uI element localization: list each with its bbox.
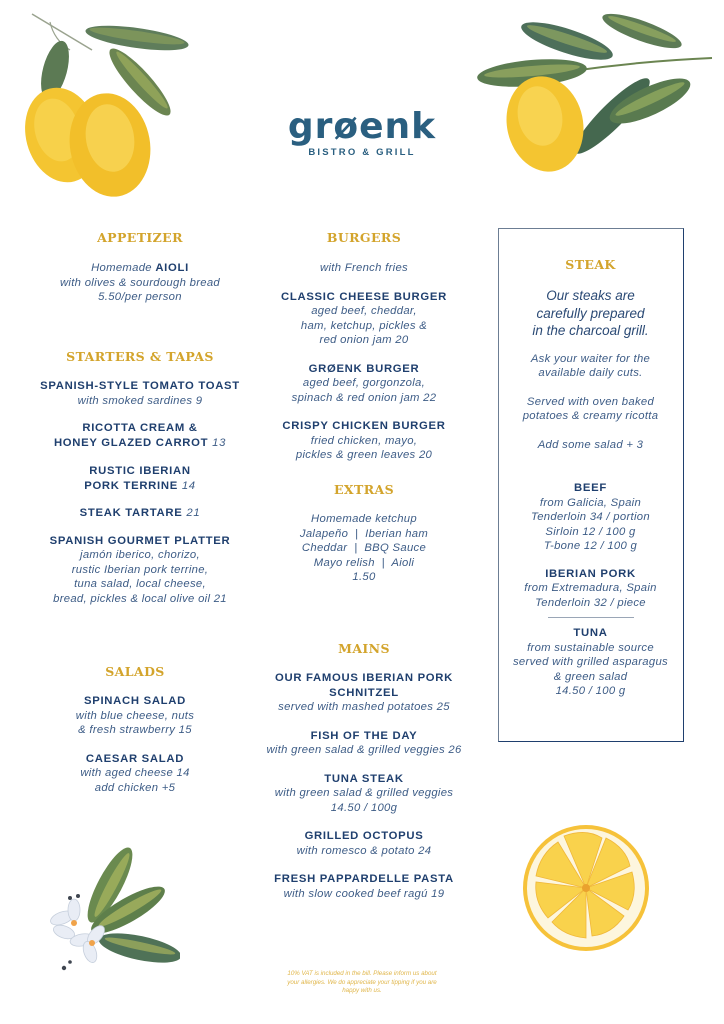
extras-line: Mayo relish | Aioli (313, 556, 415, 569)
menu-item (20, 421, 260, 450)
cut-desc: Sirloin 12 / 100 g (545, 525, 636, 538)
cut-desc: served with grilled asparagus (512, 656, 668, 668)
item-name: OUR FAMOUS IBERIAN PORK (274, 672, 454, 684)
menu-item (250, 362, 478, 406)
menu-item (250, 872, 478, 901)
extras-line: Jalapeño | Iberian ham (299, 527, 429, 540)
item-name: GRILLED OCTOPUS (304, 830, 424, 842)
appetizer-line1 (20, 261, 260, 276)
extras-price: 1.50 (352, 571, 376, 583)
item-name: CLASSIC CHEESE BURGER (281, 290, 447, 303)
item-price: 13 (212, 436, 227, 449)
steak-intro: carefully prepared (536, 305, 645, 321)
steak-cut (499, 481, 682, 554)
cut-desc: Tenderloin 32 / piece (535, 596, 646, 609)
steak-note: available daily cuts. (538, 367, 643, 379)
item-desc: with green salad & grilled veggies (274, 787, 454, 799)
menu-item (250, 829, 478, 858)
lemon-illustration-top-right (472, 6, 717, 186)
item-desc: ham, ketchup, pickles & (300, 319, 428, 332)
appetizer-desc: with olives & sourdough bread (59, 276, 221, 289)
logo-wordmark: grøenk (287, 106, 437, 147)
appetizer-price: 5.50/per person (98, 291, 182, 303)
menu-item (20, 464, 260, 493)
item-desc: add chicken +5 (94, 781, 176, 794)
item-name-text: STEAK TARTARE (79, 507, 183, 519)
steak-intro: Our steaks are (546, 288, 635, 303)
cut-desc: from Galicia, Spain (539, 496, 642, 509)
item-name-text: PORK TERRINE (84, 479, 178, 492)
leaves-flowers-illustration (40, 840, 180, 980)
cut-desc: from Extremadura, Spain (524, 582, 657, 594)
item-desc: with slow cooked beef ragú 19 (283, 887, 445, 900)
footnote-line: happy with us. (342, 987, 382, 994)
section-title-extras: EXTRAS (333, 482, 395, 497)
steak-note: Add some salad + 3 (537, 438, 644, 451)
cut-name: IBERIAN PORK (545, 567, 636, 580)
item-name-line (20, 506, 260, 521)
section-title-mains: MAINS (338, 641, 390, 656)
section-title-burgers: BURGERS (326, 230, 402, 245)
steak-box (498, 228, 684, 742)
steak-cut (499, 626, 682, 699)
burgers-section (250, 230, 478, 463)
menu-item (20, 534, 260, 607)
cut-desc: & green salad (553, 670, 628, 683)
item-name: TUNA STEAK (324, 772, 404, 785)
lemon-slice-illustration (520, 822, 652, 954)
menu-item (250, 671, 478, 715)
appetizer-section (20, 230, 260, 305)
section-title-steak: STEAK (565, 257, 616, 272)
item-desc: red onion jam 20 (319, 334, 409, 346)
item-name: SPANISH GOURMET PLATTER (49, 534, 231, 547)
steak-note: Ask your waiter for the (530, 352, 651, 365)
item-price: 21 (186, 507, 201, 519)
item-desc: with smoked sardines 9 (77, 394, 203, 407)
extras-section (262, 482, 466, 585)
menu-item (20, 379, 260, 408)
item-desc: with aged cheese 14 (80, 767, 190, 779)
item-name: SPANISH-STYLE TOMATO TOAST (40, 380, 240, 392)
item-desc: & fresh strawberry 15 (78, 724, 192, 736)
item-name: SCHNITZEL (329, 686, 399, 699)
item-desc: fried chicken, mayo, (310, 434, 418, 447)
item-name: GRØENK BURGER (308, 362, 420, 375)
cut-desc: from sustainable source (527, 641, 654, 654)
item-desc: with romesco & potato 24 (296, 844, 432, 857)
cut-desc: 14.50 / 100 g (555, 685, 626, 697)
menu-item (20, 506, 260, 521)
menu-item (30, 752, 240, 796)
item-desc: tuna salad, local cheese, (74, 578, 206, 590)
steak-note: Served with oven baked (526, 395, 655, 408)
item-name: CAESAR SALAD (85, 752, 185, 765)
mains-section (250, 641, 478, 901)
appetizer-prefix: Homemade (91, 262, 152, 274)
footnote-line: your allergies. We do appreciate your tipping if you are (287, 978, 437, 986)
steak-intro: in the charcoal grill. (532, 323, 649, 338)
item-name-line2 (20, 436, 260, 451)
section-title-salads: SALADS (105, 664, 165, 679)
steak-cut (499, 567, 682, 611)
steak-section (499, 257, 682, 699)
section-title-appetizer: APPETIZER (97, 230, 183, 245)
item-name: RUSTIC IBERIAN (89, 465, 191, 477)
menu-item (250, 419, 478, 463)
cut-name: TUNA (573, 627, 608, 639)
item-name: CRISPY CHICKEN BURGER (282, 420, 446, 432)
item-desc: aged beef, gorgonzola, (302, 377, 426, 389)
item-desc: jamón iberico, chorizo, (80, 549, 200, 561)
cut-desc: Tenderloin 34 / portion (531, 511, 650, 523)
item-desc: pickles & green leaves 20 (295, 449, 433, 461)
salads-section (30, 664, 240, 795)
item-price: 14 (181, 479, 196, 492)
footnote (262, 970, 462, 996)
item-name-line2 (20, 479, 260, 494)
item-name: FRESH PAPPARDELLE PASTA (274, 873, 454, 885)
cut-name: BEEF (574, 482, 607, 494)
item-desc: 14.50 / 100g (330, 801, 398, 814)
item-desc: bread, pickles & local olive oil 21 (53, 592, 227, 605)
menu-item (30, 694, 240, 738)
logo-tagline: BISTRO & GRILL (308, 147, 416, 158)
item-desc: aged beef, cheddar, (311, 305, 417, 317)
footnote-line: 10% VAT is included in the bill. Please inform us about (287, 970, 437, 977)
cut-desc: T-bone 12 / 100 g (543, 540, 638, 552)
starters-section (20, 349, 260, 606)
steak-note: potatoes & creamy ricotta (522, 410, 659, 422)
item-desc: rustic Iberian pork terrine, (71, 563, 209, 576)
item-name: SPINACH SALAD (84, 695, 186, 707)
item-name: RICOTTA CREAM & (82, 422, 198, 434)
menu-item (250, 290, 478, 348)
menu-item (250, 729, 478, 758)
item-desc: with blue cheese, nuts (75, 709, 195, 722)
item-name: FISH OF THE DAY (310, 729, 418, 742)
burgers-subtitle: with French fries (320, 262, 408, 274)
extras-line: Cheddar | BBQ Sauce (301, 542, 427, 554)
menu-item (250, 772, 478, 816)
extras-line: Homemade ketchup (311, 513, 417, 525)
appetizer-name: AIOLI (155, 262, 189, 274)
logo (262, 108, 462, 158)
item-desc: spinach & red onion jam 22 (291, 391, 437, 404)
item-desc: with green salad & grilled veggies 26 (266, 744, 462, 756)
section-title-starters: STARTERS & TAPAS (66, 349, 214, 364)
item-name-text: HONEY GLAZED CARROT (53, 436, 209, 449)
item-desc: served with mashed potatoes 25 (278, 701, 450, 713)
lemons-illustration-top-left (22, 10, 192, 200)
